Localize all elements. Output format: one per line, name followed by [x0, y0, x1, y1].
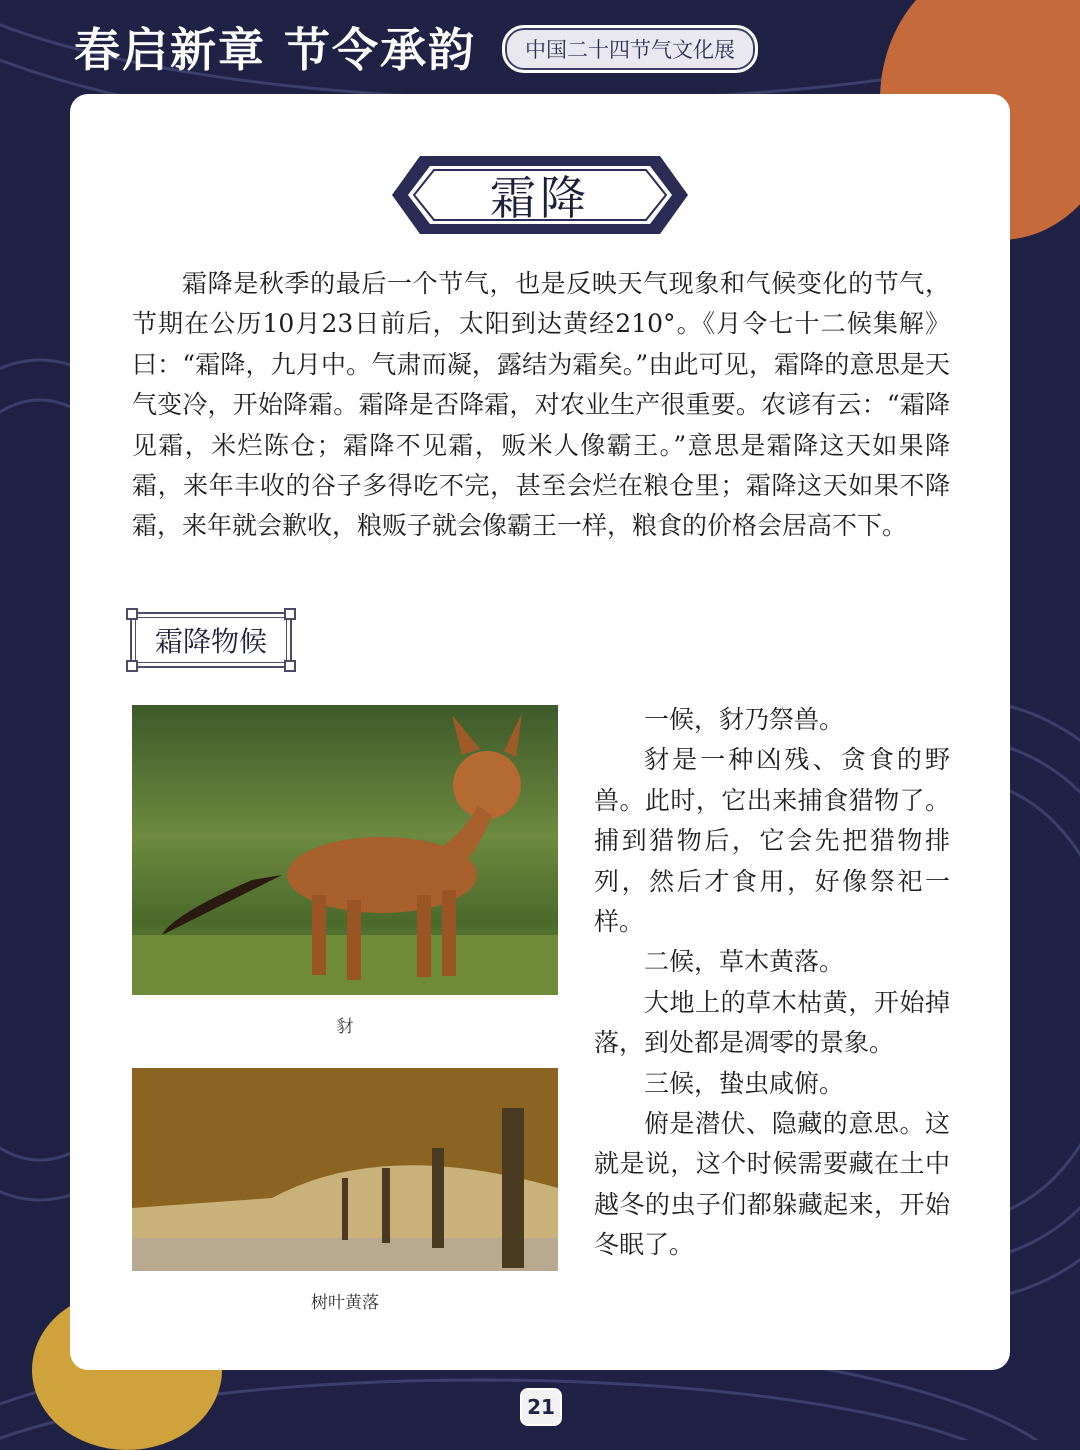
page-number: 21 — [520, 1388, 562, 1426]
intro-paragraph: 霜降是秋季的最后一个节气，也是反映天气现象和气候变化的节气，节期在公历10月23日前后，太阳到达黄经210°。《月令七十二候集解》曰：“霜降，九月中。气肃而凝，露结为霜矣。”由此可见，霜降的意思是天气变冷，开始降霜。霜降是否降霜，对农业生产很重要。农谚有云：“霜降见霜，米烂陈仓；霜降不见霜，贩米人像霸王。”意思是霜降这天如果降霜，来年丰收的谷子多得吃不完，甚至会烂在粮仓里；霜降这天如果不降霜，来年就会歉收，粮贩子就会像霸王一样，粮食的价格会居高不下。 — [132, 269, 950, 541]
exhibition-title: 春启新章 节令承韵 — [74, 23, 477, 77]
phenology-line: 二候，草木黄落。 — [644, 947, 845, 977]
content-card — [70, 94, 1010, 1370]
phenology-line: 俯是潜伏、隐藏的意思。这就是说，这个时候需要藏在土中越冬的虫子们都躲藏起来，开始冬眠了。 — [594, 1109, 950, 1260]
phenology-text — [594, 700, 950, 1266]
dhole-photo — [132, 705, 558, 995]
section-heading-box — [130, 612, 292, 668]
exhibition-badge: 中国二十四节气文化展 — [502, 25, 758, 73]
section-title: 霜降物候 — [154, 625, 267, 658]
phenology-line: 一候，豺乃祭兽。 — [644, 705, 845, 734]
phenology-line: 豺是一种凶残、贪食的野兽。此时，它出来捕食猎物了。捕到猎物后，它会先把猎物排列，然后才食用，好像祭祀一样。 — [594, 745, 950, 937]
corner-ornament — [126, 660, 138, 672]
title-plaque — [392, 156, 688, 234]
page-title: 霜降 — [490, 171, 590, 225]
corner-ornament — [126, 608, 138, 620]
falling-leaves-photo — [132, 1068, 558, 1271]
tree-avenue-illustration — [132, 1068, 558, 1271]
corner-ornament — [284, 608, 296, 620]
photo-caption: 树叶黄落 — [311, 1293, 379, 1313]
photo-caption: 豺 — [336, 1017, 354, 1037]
dhole-illustration — [132, 705, 558, 995]
phenology-line: 三候，蛰虫咸俯。 — [644, 1068, 845, 1098]
phenology-line: 大地上的草木枯黄，开始掉落，到处都是凋零的景象。 — [594, 987, 950, 1058]
corner-ornament — [284, 660, 296, 672]
